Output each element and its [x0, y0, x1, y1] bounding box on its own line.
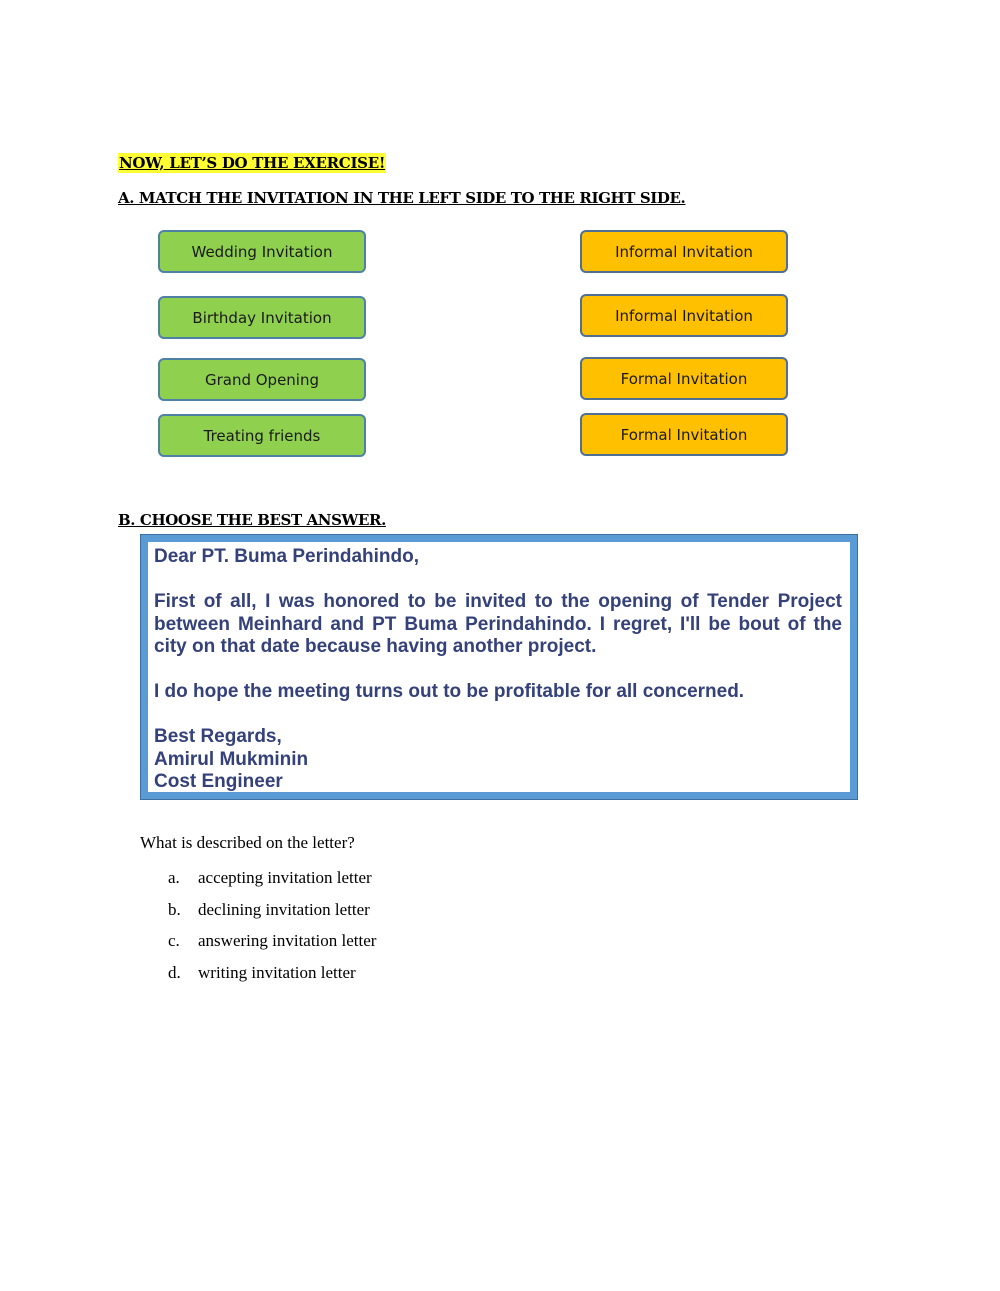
match-right-formal-1[interactable]: Formal Invitation: [580, 357, 788, 400]
letter-closing-line: I do hope the meeting turns out to be profitable for all concerned.: [154, 681, 745, 702]
letter-greeting: Dear PT. Buma Perindahindo,: [154, 546, 419, 567]
option-a[interactable]: [168, 867, 376, 899]
exercise-title: NOW, LET’S DO THE EXERCISE!: [119, 154, 386, 172]
letter-body: First of all, I was honored to be invited to the opening of Tender Project between Meinhard and PT Buma Perindahindo. I regret, I'll be bout of the city on that date because having another project.: [154, 591, 842, 657]
letter-box: [141, 535, 857, 799]
option-text: answering invitation letter: [198, 931, 377, 950]
letter-signer-position: Cost Engineer: [154, 771, 283, 792]
letter-signer-name: Amirul Mukminin: [154, 748, 309, 770]
option-c[interactable]: [168, 930, 376, 962]
option-text: writing invitation letter: [198, 962, 356, 982]
option-letter: b.: [168, 899, 181, 919]
match-right-informal-2[interactable]: Informal Invitation: [580, 294, 788, 337]
option-text: declining invitation letter: [198, 899, 370, 919]
option-text: accepting invitation letter: [198, 868, 372, 887]
option-b[interactable]: [168, 899, 376, 931]
option-letter: d.: [168, 962, 181, 982]
match-right-informal-1[interactable]: Informal Invitation: [580, 230, 788, 273]
match-left-treating-friends[interactable]: Treating friends: [158, 414, 366, 457]
option-letter: a.: [168, 868, 180, 887]
section-b-heading: B. CHOOSE THE BEST ANSWER.: [118, 511, 386, 529]
option-letter: c.: [168, 931, 180, 950]
letter-sign-off: Best Regards,: [154, 726, 282, 747]
match-left-wedding[interactable]: Wedding Invitation: [158, 230, 366, 273]
match-right-formal-2[interactable]: Formal Invitation: [580, 413, 788, 456]
match-left-grand-opening[interactable]: Grand Opening: [158, 358, 366, 401]
option-d[interactable]: [168, 962, 376, 994]
answer-options: [168, 867, 376, 993]
question-text: What is described on the letter?: [140, 833, 355, 852]
section-a-heading: A. MATCH THE INVITATION IN THE LEFT SIDE TO THE RIGHT SIDE.: [118, 189, 686, 207]
match-left-birthday[interactable]: Birthday Invitation: [158, 296, 366, 339]
